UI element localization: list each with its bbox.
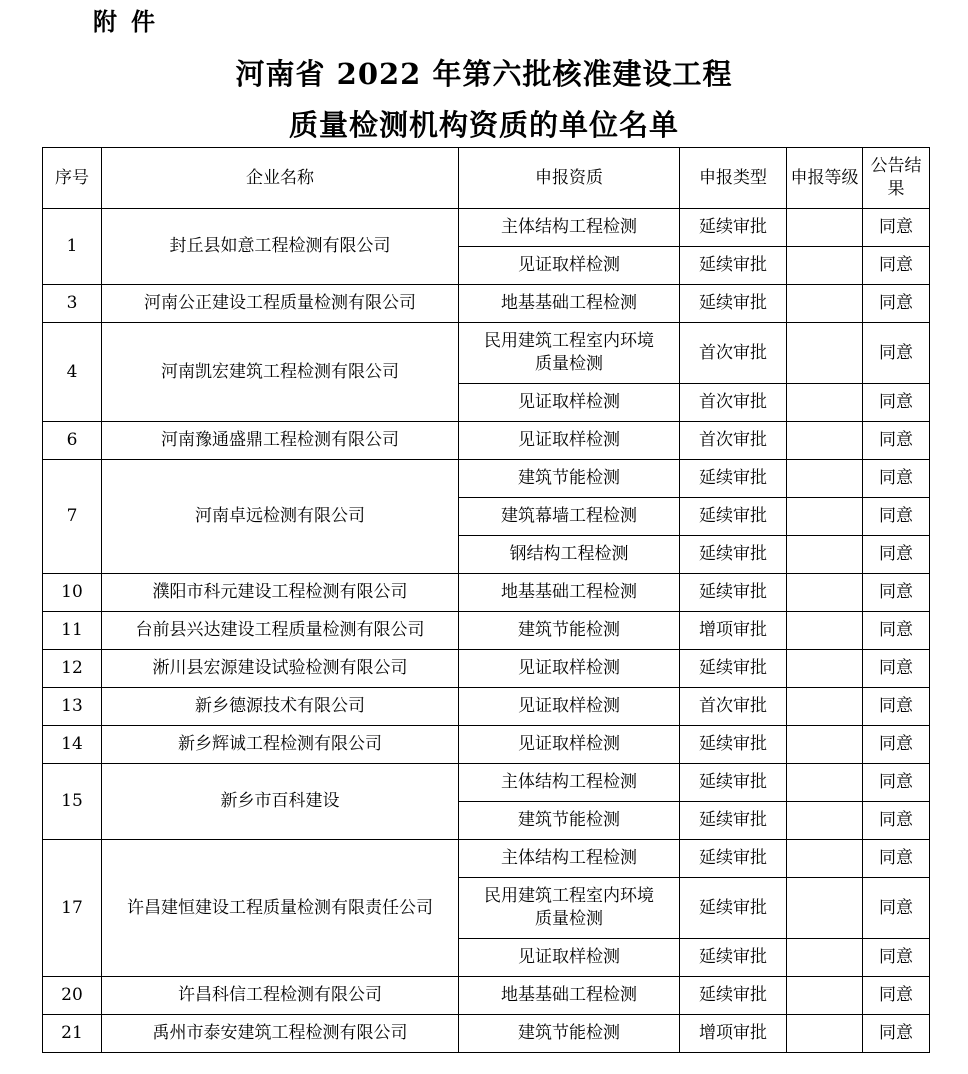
page-title-line-1: 河南省 2022 年第六批核准建设工程 (235, 57, 733, 91)
cell-level (787, 460, 863, 498)
cell-type: 延续审批 (680, 802, 787, 840)
cell-qualification: 见证取样检测 (459, 384, 680, 422)
cell-type: 延续审批 (680, 977, 787, 1015)
cell-level (787, 726, 863, 764)
table-row (43, 650, 930, 688)
cell-qualification: 主体结构工程检测 (459, 840, 680, 878)
attachment-label: 附件 (93, 8, 169, 36)
cell-result: 同意 (863, 840, 930, 878)
cell-qualification: 建筑幕墙工程检测 (459, 498, 680, 536)
cell-type: 延续审批 (680, 726, 787, 764)
cell-result: 同意 (863, 764, 930, 802)
cell-company: 濮阳市科元建设工程检测有限公司 (102, 574, 459, 612)
cell-qualification: 地基基础工程检测 (459, 285, 680, 323)
cell-level (787, 1015, 863, 1053)
table-row (43, 612, 930, 650)
cell-result: 同意 (863, 384, 930, 422)
cell-result: 同意 (863, 498, 930, 536)
cell-qualification: 钢结构工程检测 (459, 536, 680, 574)
column-header-level: 申报等级 (787, 148, 863, 209)
cell-seq: 20 (43, 977, 102, 1015)
cell-qualification: 地基基础工程检测 (459, 574, 680, 612)
cell-qualification: 主体结构工程检测 (459, 209, 680, 247)
cell-type: 延续审批 (680, 764, 787, 802)
cell-type: 首次审批 (680, 323, 787, 384)
table-row (43, 460, 930, 498)
cell-level (787, 977, 863, 1015)
cell-level (787, 498, 863, 536)
cell-type: 延续审批 (680, 209, 787, 247)
cell-qualification: 民用建筑工程室内环境质量检测 (459, 323, 680, 384)
cell-type: 延续审批 (680, 285, 787, 323)
table-row (43, 323, 930, 384)
cell-type: 首次审批 (680, 422, 787, 460)
cell-result: 同意 (863, 209, 930, 247)
cell-seq: 11 (43, 612, 102, 650)
cell-level (787, 323, 863, 384)
cell-level (787, 878, 863, 939)
cell-level (787, 939, 863, 977)
cell-company: 河南凯宏建筑工程检测有限公司 (102, 323, 459, 422)
cell-level (787, 285, 863, 323)
cell-qualification: 建筑节能检测 (459, 612, 680, 650)
cell-qualification: 建筑节能检测 (459, 460, 680, 498)
cell-type: 首次审批 (680, 384, 787, 422)
cell-level (787, 688, 863, 726)
table-row (43, 574, 930, 612)
cell-company: 许昌科信工程检测有限公司 (102, 977, 459, 1015)
column-header-result: 公告结果 (863, 148, 930, 209)
cell-company: 新乡德源技术有限公司 (102, 688, 459, 726)
cell-result: 同意 (863, 688, 930, 726)
table-row (43, 726, 930, 764)
cell-seq: 14 (43, 726, 102, 764)
cell-qualification: 见证取样检测 (459, 247, 680, 285)
cell-level (787, 536, 863, 574)
cell-type: 增项审批 (680, 1015, 787, 1053)
cell-type: 延续审批 (680, 939, 787, 977)
table-row (43, 840, 930, 878)
cell-type: 延续审批 (680, 840, 787, 878)
table-row (43, 1015, 930, 1053)
cell-type: 延续审批 (680, 460, 787, 498)
cell-qualification: 见证取样检测 (459, 939, 680, 977)
cell-result: 同意 (863, 460, 930, 498)
table-row (43, 977, 930, 1015)
table-row (43, 764, 930, 802)
cell-result: 同意 (863, 422, 930, 460)
cell-result: 同意 (863, 247, 930, 285)
table-header-row (43, 148, 930, 209)
cell-result: 同意 (863, 878, 930, 939)
cell-result: 同意 (863, 612, 930, 650)
cell-result: 同意 (863, 323, 930, 384)
cell-type: 首次审批 (680, 688, 787, 726)
cell-type: 延续审批 (680, 536, 787, 574)
cell-seq: 17 (43, 840, 102, 977)
table-row (43, 422, 930, 460)
cell-level (787, 840, 863, 878)
cell-seq: 21 (43, 1015, 102, 1053)
cell-result: 同意 (863, 1015, 930, 1053)
table-body (43, 209, 930, 1053)
cell-level (787, 209, 863, 247)
cell-level (787, 384, 863, 422)
cell-seq: 7 (43, 460, 102, 574)
cell-company: 河南豫通盛鼎工程检测有限公司 (102, 422, 459, 460)
cell-level (787, 574, 863, 612)
cell-result: 同意 (863, 536, 930, 574)
column-header-seq: 序号 (43, 148, 102, 209)
cell-result: 同意 (863, 726, 930, 764)
column-header-qualification: 申报资质 (459, 148, 680, 209)
cell-result: 同意 (863, 802, 930, 840)
cell-qualification: 主体结构工程检测 (459, 764, 680, 802)
table-row (43, 285, 930, 323)
cell-result: 同意 (863, 650, 930, 688)
cell-level (787, 650, 863, 688)
cell-result: 同意 (863, 939, 930, 977)
cell-qualification: 见证取样检测 (459, 422, 680, 460)
cell-company: 河南卓远检测有限公司 (102, 460, 459, 574)
cell-level (787, 802, 863, 840)
cell-type: 延续审批 (680, 498, 787, 536)
cell-type: 延续审批 (680, 247, 787, 285)
cell-type: 增项审批 (680, 612, 787, 650)
cell-level (787, 247, 863, 285)
cell-seq: 15 (43, 764, 102, 840)
cell-company: 淅川县宏源建设试验检测有限公司 (102, 650, 459, 688)
cell-company: 封丘县如意工程检测有限公司 (102, 209, 459, 285)
cell-type: 延续审批 (680, 574, 787, 612)
cell-seq: 1 (43, 209, 102, 285)
cell-qualification: 见证取样检测 (459, 726, 680, 764)
table-row (43, 209, 930, 247)
cell-company: 新乡市百科建设 (102, 764, 459, 840)
cell-company: 许昌建恒建设工程质量检测有限责任公司 (102, 840, 459, 977)
cell-qualification: 民用建筑工程室内环境质量检测 (459, 878, 680, 939)
cell-level (787, 764, 863, 802)
cell-level (787, 422, 863, 460)
cell-result: 同意 (863, 977, 930, 1015)
table-row (43, 688, 930, 726)
cell-seq: 4 (43, 323, 102, 422)
cell-qualification: 地基基础工程检测 (459, 977, 680, 1015)
cell-company: 河南公正建设工程质量检测有限公司 (102, 285, 459, 323)
column-header-company: 企业名称 (102, 148, 459, 209)
column-header-type: 申报类型 (680, 148, 787, 209)
cell-result: 同意 (863, 285, 930, 323)
cell-seq: 6 (43, 422, 102, 460)
cell-qualification: 建筑节能检测 (459, 1015, 680, 1053)
cell-type: 延续审批 (680, 878, 787, 939)
cell-type: 延续审批 (680, 650, 787, 688)
cell-seq: 13 (43, 688, 102, 726)
qualification-table (42, 147, 930, 1053)
cell-seq: 3 (43, 285, 102, 323)
cell-level (787, 612, 863, 650)
cell-company: 台前县兴达建设工程质量检测有限公司 (102, 612, 459, 650)
cell-qualification: 见证取样检测 (459, 688, 680, 726)
cell-qualification: 见证取样检测 (459, 650, 680, 688)
cell-qualification: 建筑节能检测 (459, 802, 680, 840)
cell-seq: 10 (43, 574, 102, 612)
cell-company: 禹州市泰安建筑工程检测有限公司 (102, 1015, 459, 1053)
cell-company: 新乡辉诚工程检测有限公司 (102, 726, 459, 764)
page-title-line-2: 质量检测机构资质的单位名单 (288, 108, 679, 142)
cell-seq: 12 (43, 650, 102, 688)
cell-result: 同意 (863, 574, 930, 612)
